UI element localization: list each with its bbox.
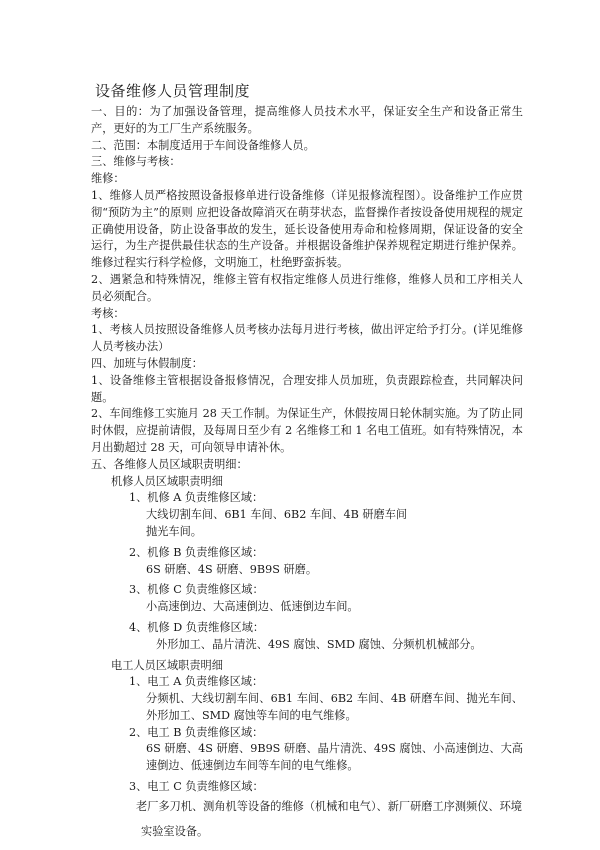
mechanic-a-line1: 大线切割车间、6B1 车间、6B2 车间、4B 研磨车间 xyxy=(146,508,408,522)
electrician-c-line2: 实验室设备。 xyxy=(141,824,209,838)
overtime-item-1: 1、设备维修主管根据设备报修情况，合理安排人员加班，负责跟踪检查，共同解决问题。 xyxy=(91,373,523,404)
repair-item-1: 1、维修人员严格按照设备报修单进行设备维修（详见报修流程图）。设备维护工作应贯彻“预防为主”的原则 应把设备故障消灭在萌芽状态，监督操作者按设备使用规程的规定正确使用设备，防止设备事故的发生，延长设备使用寿命和检修周期，保证设备的安全运行，为生产提供最佳状态的生产设备。并根据设备维护保养规程定期进行维护保养。维修过程实行科学检修，文明施工，杜绝野蛮拆装。 xyxy=(91,188,523,270)
mechanic-header: 机修人员区域职责明细 xyxy=(111,474,223,488)
section-purpose: 一、目的：为了加强设备管理，提高维修人员技术水平，保证安全生产和设备正常生产，更好的为工厂生产系统服务。 xyxy=(91,105,523,135)
mechanic-c-title: 3、机修 C 负责维修区域： xyxy=(129,583,264,597)
mechanic-b-line1: 6S 研磨、4S 研磨、9B9S 研磨。 xyxy=(146,562,318,576)
section-overtime-leave: 四、加班与休假制度： xyxy=(91,356,203,370)
section-repair-assessment: 三、维修与考核： xyxy=(91,155,181,169)
electrician-b-body: 6S 研磨、4S 研磨、9B9S 研磨、晶片清洗、49S 腐蚀、小高速倒边、大高速倒边、低速倒边车间等车间的电气维修。 xyxy=(146,742,523,773)
subsection-assessment: 考核： xyxy=(91,306,125,320)
mechanic-d-line1: 外形加工、晶片清洗、49S 腐蚀、SMD 腐蚀、分频机机械部分。 xyxy=(156,637,482,651)
document-body xyxy=(91,104,523,840)
overtime-item-2: 2、车间维修工实施月 28 天工作制。为保证生产，休假按周日轮休制实施。为了防止同时休假，应提前请假，及每周日至少有 2 名维修工和 1 名电工值班。如有特殊情况，本月出勤超过 28 天，可向领导申请补休。 xyxy=(91,407,523,454)
section-scope: 二、范围：本制度适用于车间设备维修人员。 xyxy=(91,138,315,152)
assessment-item-1: 1、考核人员按照设备维修人员考核办法每月进行考核，做出评定给予打分。(详见维修人员考核办法） xyxy=(91,323,523,354)
mechanic-d-title: 4、机修 D 负责维修区域： xyxy=(129,620,265,634)
electrician-a-body: 分频机、大线切割车间、6B1 车间、6B2 车间、4B 研磨车间、抛光车间、外形加工、SMD 腐蚀等车间的电气维修。 xyxy=(146,692,523,722)
mechanic-c-line1: 小高速倒边、大高速倒边、低速倒边车间。 xyxy=(146,600,359,614)
electrician-a-title: 1、电工 A 负责维修区域： xyxy=(129,675,264,689)
mechanic-a-title: 1、机修 A 负责维修区域： xyxy=(129,491,264,505)
subsection-repair: 维修： xyxy=(91,172,125,186)
electrician-c-line1: 老厂多刀机、测角机等设备的维修（机械和电气）、新厂研磨工序测频仪、环境 xyxy=(136,799,522,813)
mechanic-a-line2: 抛光车间。 xyxy=(146,524,202,538)
document-title: 设备维修人员管理制度 xyxy=(95,82,251,100)
repair-item-2: 2、遇紧急和特殊情况，维修主管有权指定维修人员进行维修，维修人员和工序相关人员必须配合。 xyxy=(91,272,523,303)
mechanic-b-title: 2、机修 B 负责维修区域： xyxy=(129,545,264,559)
section-responsibilities: 五、各维修人员区域职责明细： xyxy=(91,457,248,471)
electrician-b-title: 2、电工 B 负责维修区域： xyxy=(129,725,264,739)
electrician-header: 电工人员区域职责明细 xyxy=(111,658,223,672)
electrician-c-title: 3、电工 C 负责维修区域： xyxy=(129,780,264,794)
